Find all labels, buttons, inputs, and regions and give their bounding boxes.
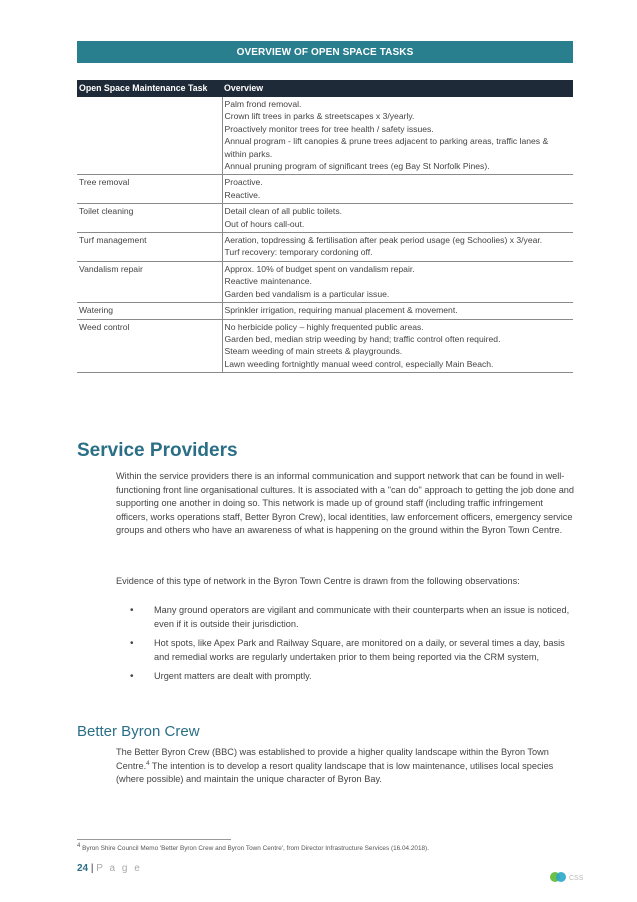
organisation-logo (549, 870, 589, 884)
overview-cell (222, 97, 573, 175)
overview-line: Palm frond removal. (224, 99, 302, 109)
list-item: • Many ground operators are vigilant and communicate with their counterparts when an issue is noticed, even if it is outside their jurisdiction. (116, 604, 576, 631)
overview-line: Garden bed vandalism is a particular issue. (224, 288, 390, 299)
overview-cell (222, 175, 573, 204)
page-number: 24 (77, 863, 89, 874)
task-cell: Weed control (77, 319, 222, 373)
better-byron-crew-heading: Better Byron Crew (77, 723, 200, 740)
service-providers-heading: Service Providers (77, 440, 238, 461)
table-row (77, 204, 573, 233)
footnote-text: Byron Shire Council Memo 'Better Byron Crew and Byron Town Centre', from Director Infrastructure Services (16.04.2018). (80, 845, 429, 852)
observation-list (116, 604, 576, 690)
page-footer (77, 863, 142, 874)
crew-text-a: The Better Byron Crew (BBC) was established to provide a higher quality landscape within the Byron Town Centre. (116, 747, 549, 771)
overview-line: Turf recovery: temporary cordoning off. (224, 247, 373, 258)
overview-line: Proactive. (224, 177, 263, 188)
overview-line: Garden bed, median strip weeding by hand; traffic control often required. (224, 333, 501, 344)
table-row (77, 175, 573, 204)
table-row (77, 319, 573, 373)
task-cell: Tree removal (77, 175, 222, 204)
overview-line: Detail clean of all public toilets. (224, 206, 343, 217)
overview-cell (222, 204, 573, 233)
page-separator: | (88, 863, 97, 874)
open-space-tasks-table (77, 80, 573, 373)
table-banner: OVERVIEW OF OPEN SPACE TASKS (77, 41, 573, 63)
overview-line: Reactive maintenance. (224, 276, 312, 287)
overview-cell (222, 303, 573, 319)
column-header-task: Open Space Maintenance Task (77, 80, 222, 97)
overview-line: Lawn weeding fortnightly manual weed control, especially Main Beach. (224, 358, 494, 369)
overview-line: No herbicide policy – highly frequented public areas. (224, 321, 424, 332)
page-word: P a g e (96, 863, 142, 874)
list-item: • Urgent matters are dealt with promptly. (116, 670, 576, 684)
table-row (77, 303, 573, 319)
footnote (77, 842, 429, 852)
overview-line: Annual pruning program of significant trees (eg Bay St Norfolk Pines). (224, 161, 490, 172)
table-row (77, 233, 573, 262)
crew-paragraph (116, 746, 576, 787)
footnote-number: 4 (77, 842, 81, 849)
service-paragraph-2: Evidence of this type of network in the Byron Town Centre is drawn from the following observations: (116, 576, 520, 586)
table-body (77, 97, 573, 373)
overview-line: Crown lift trees in parks & streetscapes x 3/yearly. (224, 111, 415, 122)
list-item: • Hot spots, like Apex Park and Railway Square, are monitored on a daily, or several times a day, basis and remedial works are regularly undertaken prior to them being reported via the CRM system, (116, 637, 576, 664)
task-cell: Watering (77, 303, 222, 319)
task-cell (77, 97, 222, 175)
task-cell: Vandalism repair (77, 261, 222, 302)
footnote-divider (77, 839, 231, 840)
overview-line: Annual program - lift canopies & prune trees adjacent to parking areas, traffic lanes & within parks. (224, 136, 549, 159)
crew-text-b: The intention is to develop a resort quality landscape that is low maintenance, utilises local species (where possible) and maintain the unique character of Byron Bay. (116, 760, 554, 785)
task-cell: Turf management (77, 233, 222, 262)
table-header-row (77, 80, 573, 97)
logo-text: CSS (569, 875, 584, 882)
column-header-overview: Overview (222, 80, 573, 97)
overview-cell (222, 319, 573, 373)
overview-line: Sprinkler irrigation, requiring manual placement & movement. (224, 305, 458, 316)
footnote-ref[interactable]: 4 (146, 760, 150, 767)
logo-circle-blue (556, 872, 566, 882)
overview-line: Steam weeding of main streets & playgrounds. (224, 346, 403, 357)
table-row (77, 97, 573, 175)
overview-cell (222, 233, 573, 262)
overview-cell (222, 261, 573, 302)
overview-line: Proactively monitor trees for tree health / safety issues. (224, 123, 434, 134)
table-row (77, 261, 573, 302)
overview-line: Approx. 10% of budget spent on vandalism repair. (224, 263, 415, 274)
overview-line: Aeration, topdressing & fertilisation after peak period usage (eg Schoolies) x 3/year. (224, 235, 543, 246)
service-paragraph-1: Within the service providers there is an informal communication and support network that can be found in well-functioning front line organisational cultures. It is associated with a "can do" approach to getting the job done and supporting one another in doing so. This network is made up of ground staff (including traffic infringement officers, works operations staff, Better Byron Crew), local identities, law enforcement officers, emergency service groups and others who have an awareness of what is happening on the ground within the Byron Town Centre. (116, 471, 575, 536)
overview-line: Out of hours call-out. (224, 218, 305, 229)
overview-line: Reactive. (224, 189, 261, 200)
task-cell: Toilet cleaning (77, 204, 222, 233)
